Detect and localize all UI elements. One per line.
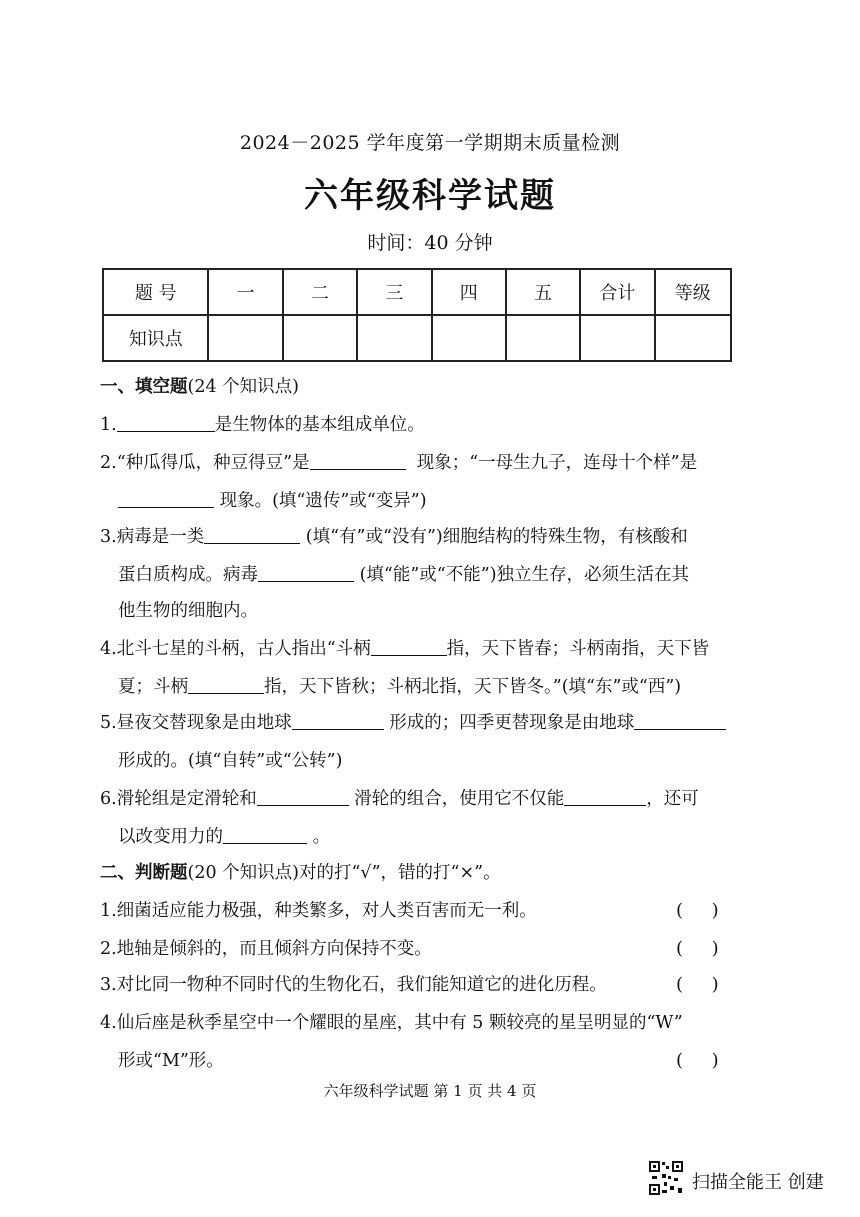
- answer-blank[interactable]: [258, 564, 354, 582]
- answer-blank[interactable]: [223, 826, 307, 844]
- question-2-4-line2: 形或“M”形。: [118, 1051, 224, 1071]
- score-input-cell[interactable]: [283, 315, 357, 361]
- qr-code-icon: [648, 1160, 684, 1196]
- question-1-5: [100, 712, 750, 734]
- question-2-4: 4.仙后座是秋季星空中一个耀眼的星座，其中有 5 颗较亮的星呈明显的“W”: [100, 1013, 683, 1033]
- q-text: 是生物体的基本组成单位。: [214, 415, 425, 435]
- score-table: [102, 268, 732, 362]
- answer-blank[interactable]: [371, 638, 447, 656]
- q-text: 3.病毒是一类: [100, 527, 205, 547]
- score-header-cell: 题 号: [103, 269, 208, 315]
- question-1-3-line2: [118, 564, 768, 586]
- score-header-cell: 一: [208, 269, 282, 315]
- answer-paren[interactable]: ( ): [676, 900, 719, 921]
- question-1-5-line2: [118, 750, 768, 772]
- question-2-3: 3.对比同一物种不同时代的生物化石，我们能知道它的进化历程。: [100, 975, 607, 995]
- question-1-2: [100, 452, 750, 474]
- score-input-cell[interactable]: [580, 315, 654, 361]
- answer-blank[interactable]: [564, 788, 646, 806]
- q-text: 以改变用力的: [118, 827, 223, 847]
- q-text: 6.滑轮组是定滑轮和: [100, 789, 257, 809]
- answer-blank[interactable]: [188, 676, 264, 694]
- question-1-1: [100, 414, 750, 436]
- score-header-cell: 四: [432, 269, 506, 315]
- q-text: 1.: [100, 415, 117, 435]
- score-input-cell[interactable]: [655, 315, 731, 361]
- section2-note: (20 个知识点)对的打“√”，错的打“×”。: [187, 863, 501, 883]
- score-header-cell: 五: [506, 269, 580, 315]
- answer-blank[interactable]: [634, 712, 726, 730]
- answer-paren[interactable]: ( ): [676, 938, 719, 959]
- q-text: (填“有”或“没有”)细胞结构的特殊生物，有核酸和: [305, 527, 688, 547]
- q-text: 形成的。(填“自转”或“公转”): [118, 751, 343, 771]
- section2-title: 二、判断题: [100, 863, 188, 883]
- question-1-2-line2: [118, 490, 768, 512]
- answer-blank[interactable]: [204, 526, 300, 544]
- score-input-cell[interactable]: [432, 315, 506, 361]
- question-1-4-line2: [118, 676, 768, 698]
- question-1-6: [100, 788, 750, 810]
- section1-heading: [100, 376, 750, 398]
- answer-blank[interactable]: [117, 414, 215, 432]
- q-text: 现象；“一母生九子，连母十个样”是: [416, 453, 698, 473]
- score-input-cell[interactable]: [208, 315, 282, 361]
- scanner-watermark: 扫描全能王 创建: [692, 1172, 824, 1193]
- score-header-cell: 合计: [580, 269, 654, 315]
- score-row-label: 知识点: [103, 315, 208, 361]
- answer-blank[interactable]: [257, 788, 349, 806]
- answer-blank[interactable]: [292, 712, 384, 730]
- q-text: (填“能”或“不能”)独立生存，必须生活在其: [359, 565, 690, 585]
- q-text: 夏；斗柄: [118, 677, 188, 697]
- q-text: 。: [312, 827, 331, 847]
- exam-title: 六年级科学试题: [304, 176, 556, 216]
- q-text: 蛋白质构成。病毒: [118, 565, 258, 585]
- answer-blank[interactable]: [310, 452, 406, 470]
- q-text: ，还可: [646, 789, 699, 809]
- q-text: 现象。(填“遗传”或“变异”): [219, 491, 427, 511]
- exam-time: 时间：40 分钟: [367, 232, 493, 254]
- answer-blank[interactable]: [118, 490, 214, 508]
- score-header-cell: 二: [283, 269, 357, 315]
- score-table-row: [103, 315, 731, 361]
- section2-heading: [100, 862, 750, 884]
- question-1-6-line2: [118, 826, 768, 848]
- question-2-2: 2.地轴是倾斜的，而且倾斜方向保持不变。: [100, 939, 432, 959]
- q-text: 2.“种瓜得瓜，种豆得豆”是: [100, 453, 310, 473]
- q-text: 形成的；四季更替现象是由地球: [389, 713, 635, 733]
- section1-title: 一、填空题: [100, 377, 188, 397]
- q-text: 滑轮的组合，使用它不仅能: [354, 789, 565, 809]
- score-header-cell: 三: [357, 269, 431, 315]
- page-footer: 六年级科学试题 第 1 页 共 4 页: [323, 1082, 537, 1100]
- section1-note: (24 个知识点): [187, 377, 299, 397]
- score-input-cell[interactable]: [506, 315, 580, 361]
- answer-paren[interactable]: ( ): [676, 1050, 719, 1071]
- q-text: 指，天下皆春；斗柄南指，天下皆: [446, 639, 710, 659]
- exam-subtitle: 2024－2025 学年度第一学期期末质量检测: [239, 132, 621, 154]
- q-text: 指，天下皆秋；斗柄北指，天下皆冬。”(填“东”或“西”): [264, 677, 682, 697]
- question-2-1: 1.细菌适应能力极强，种类繁多，对人类百害而无一利。: [100, 901, 537, 921]
- q-text: 4.北斗七星的斗柄，古人指出“斗柄: [100, 639, 371, 659]
- answer-paren[interactable]: ( ): [676, 974, 719, 995]
- score-header-cell: 等级: [655, 269, 731, 315]
- score-input-cell[interactable]: [357, 315, 431, 361]
- q-text: 他生物的细胞内。: [118, 601, 258, 621]
- q-text: 5.昼夜交替现象是由地球: [100, 713, 292, 733]
- question-1-3-line3: [118, 600, 768, 622]
- question-1-3: [100, 526, 750, 548]
- score-table-header-row: [103, 269, 731, 315]
- question-1-4: [100, 638, 750, 660]
